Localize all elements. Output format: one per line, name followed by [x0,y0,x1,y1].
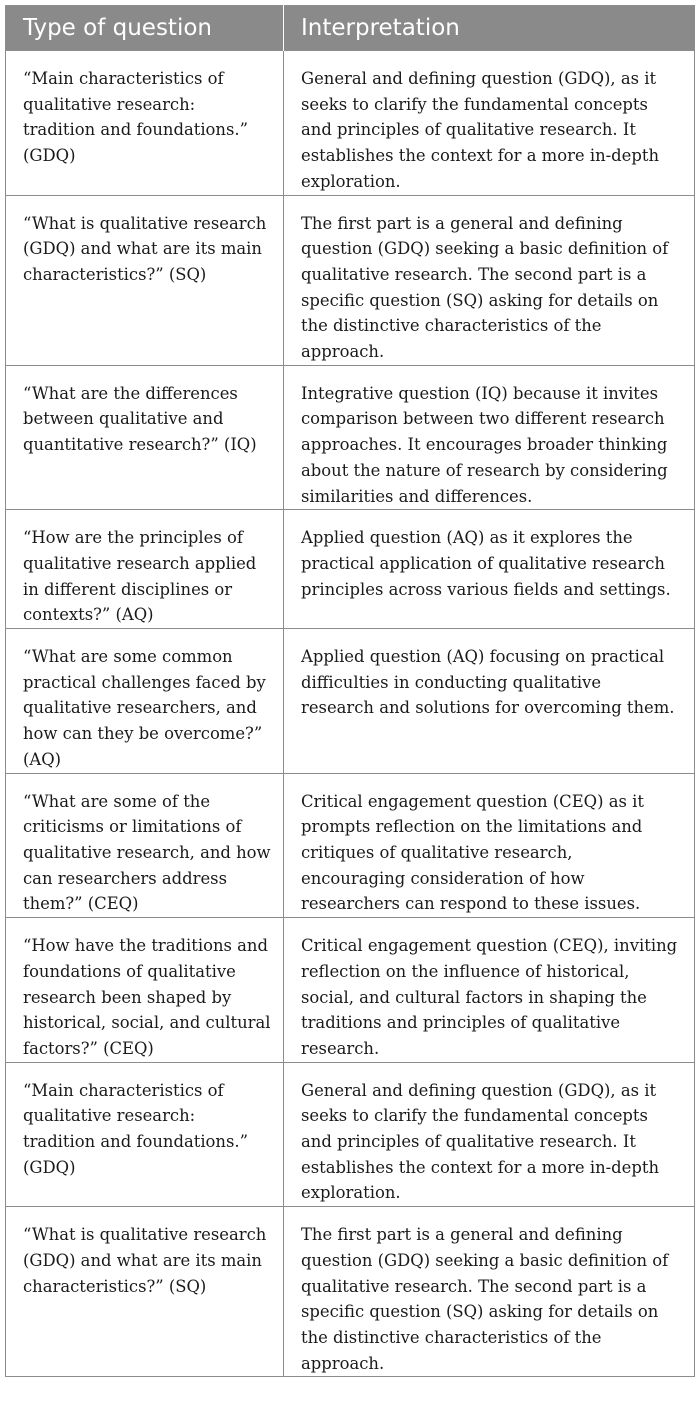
interpretation-cell: Integrative question (IQ) because it invites comparison between two different research approaches. It encourages broader thinking about the nature of research by considering similarities and differences. [284,365,695,510]
table-row [6,773,695,918]
interpretation-cell: The first part is a general and defining question (GDQ) seeking a basic definition of qualitative research. The second part is a specific question (SQ) asking for details on the distinctive characteristics of the approach. [284,195,695,365]
question-cell: “What are some of the criticisms or limitations of qualitative research, and how can researchers address them?” (CEQ) [6,773,284,918]
table-header [6,6,695,51]
table-row [6,629,695,774]
question-types-table [5,5,695,1377]
table-row [6,195,695,365]
question-cell: “How are the principles of qualitative research applied in different disciplines or contexts?” (AQ) [6,510,284,629]
question-cell: “What are the differences between qualitative and quantitative research?” (IQ) [6,365,284,510]
table-row [6,510,695,629]
header-type-of-question: Type of question [6,6,284,51]
interpretation-cell: Critical engagement question (CEQ) as it prompts reflection on the limitations and critiques of qualitative research, encouraging consideration of how researchers can respond to these issues. [284,773,695,918]
question-cell: “Main characteristics of qualitative research: tradition and foundations.” (GDQ) [6,51,284,196]
question-cell: “How have the traditions and foundations of qualitative research been shaped by historical, social, and cultural factors?” (CEQ) [6,918,284,1063]
interpretation-cell: Applied question (AQ) focusing on practical difficulties in conducting qualitative research and solutions for overcoming them. [284,629,695,774]
header-row [6,6,695,51]
table-row [6,51,695,196]
table-row [6,1062,695,1207]
question-cell: “What is qualitative research (GDQ) and what are its main characteristics?” (SQ) [6,195,284,365]
interpretation-cell: General and defining question (GDQ), as it seeks to clarify the fundamental concepts and principles of qualitative research. It establishes the context for a more in-depth exploration. [284,1062,695,1207]
question-cell: “What is qualitative research (GDQ) and what are its main characteristics?” (SQ) [6,1207,284,1377]
table-body [6,51,695,1377]
question-types-table-container [5,5,694,1377]
question-cell: “Main characteristics of qualitative research: tradition and foundations.” (GDQ) [6,1062,284,1207]
interpretation-cell: Critical engagement question (CEQ), inviting reflection on the influence of historical, social, and cultural factors in shaping the traditions and principles of qualitative research. [284,918,695,1063]
header-interpretation: Interpretation [284,6,695,51]
table-row [6,918,695,1063]
table-row [6,365,695,510]
table-row [6,1207,695,1377]
question-cell: “What are some common practical challenges faced by qualitative researchers, and how can they be overcome?” (AQ) [6,629,284,774]
interpretation-cell: General and defining question (GDQ), as it seeks to clarify the fundamental concepts and principles of qualitative research. It establishes the context for a more in-depth exploration. [284,51,695,196]
interpretation-cell: Applied question (AQ) as it explores the practical application of qualitative research principles across various fields and settings. [284,510,695,629]
interpretation-cell: The first part is a general and defining question (GDQ) seeking a basic definition of qualitative research. The second part is a specific question (SQ) asking for details on the distinctive characteristics of the approach. [284,1207,695,1377]
